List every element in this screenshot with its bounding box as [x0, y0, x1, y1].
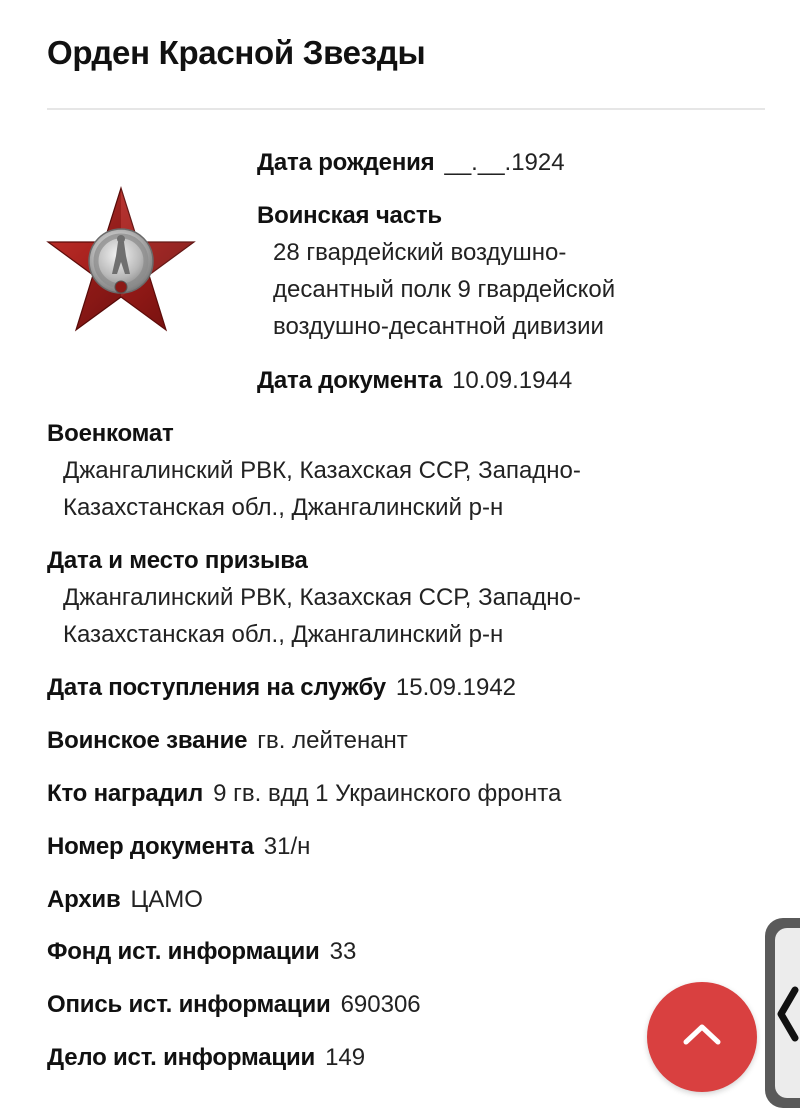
- unit-value: 28 гвардейский воздушно- десантный полк 9 гвардейской воздушно-десантной дивизии: [273, 239, 616, 340]
- birth-date-label: Дата рождения: [257, 149, 435, 176]
- doc-date-value: 10.09.1944: [452, 367, 573, 394]
- commissariat-value: Джангалинский РВК, Казахская ССР, Западно- Казахстанская обл., Джангалинский р-н: [63, 457, 581, 521]
- rank-label: Воинское звание: [47, 727, 248, 754]
- draft-field: [47, 542, 581, 653]
- rank-value: гв. лейтенант: [257, 727, 408, 754]
- archive-field: [47, 881, 203, 918]
- service-start-field: [47, 669, 516, 706]
- awarded-by-label: Кто наградил: [47, 780, 204, 807]
- opis-label: Опись ист. информации: [47, 991, 331, 1018]
- doc-number-value: 31/н: [263, 833, 311, 860]
- chevron-up-icon: [682, 1022, 722, 1046]
- service-start-label: Дата поступления на службу: [47, 674, 386, 701]
- fond-field: [47, 933, 356, 970]
- archive-value: ЦАМО: [130, 886, 203, 913]
- opis-value: 690306: [340, 991, 421, 1018]
- order-red-star-medal-icon: [46, 186, 196, 334]
- rank-field: [47, 722, 408, 759]
- birth-date-field: [257, 144, 565, 181]
- title-divider: [47, 108, 765, 110]
- archive-label: Архив: [47, 886, 121, 913]
- awarded-by-field: [47, 775, 561, 812]
- commissariat-field: [47, 415, 581, 526]
- scroll-to-top-button[interactable]: [647, 982, 757, 1092]
- draft-value: Джангалинский РВК, Казахская ССР, Западно- Казахстанская обл., Джангалинский р-н: [63, 584, 581, 648]
- awarded-by-value: 9 гв. вдд 1 Украинского фронта: [213, 780, 562, 807]
- doc-date-label: Дата документа: [257, 367, 443, 394]
- unit-field: [257, 197, 615, 345]
- fond-value: 33: [329, 938, 357, 965]
- page-title: Орден Красной Звезды: [47, 34, 426, 71]
- service-start-value: 15.09.1942: [395, 674, 517, 701]
- commissariat-label: Военкомат: [47, 420, 174, 447]
- draft-label: Дата и место призыва: [47, 547, 308, 574]
- doc-number-label: Номер документа: [47, 833, 254, 860]
- birth-date-value: __.__.1924: [444, 149, 565, 176]
- side-panel-tab[interactable]: [765, 918, 800, 1108]
- doc-date-field: [257, 362, 572, 399]
- delo-field: [47, 1039, 365, 1076]
- opis-field: [47, 986, 421, 1023]
- chevron-left-icon: [775, 986, 799, 1042]
- delo-value: 149: [325, 1044, 366, 1071]
- fond-label: Фонд ист. информации: [47, 938, 320, 965]
- delo-label: Дело ист. информации: [47, 1044, 316, 1071]
- unit-label: Воинская часть: [257, 202, 442, 229]
- doc-number-field: [47, 828, 310, 865]
